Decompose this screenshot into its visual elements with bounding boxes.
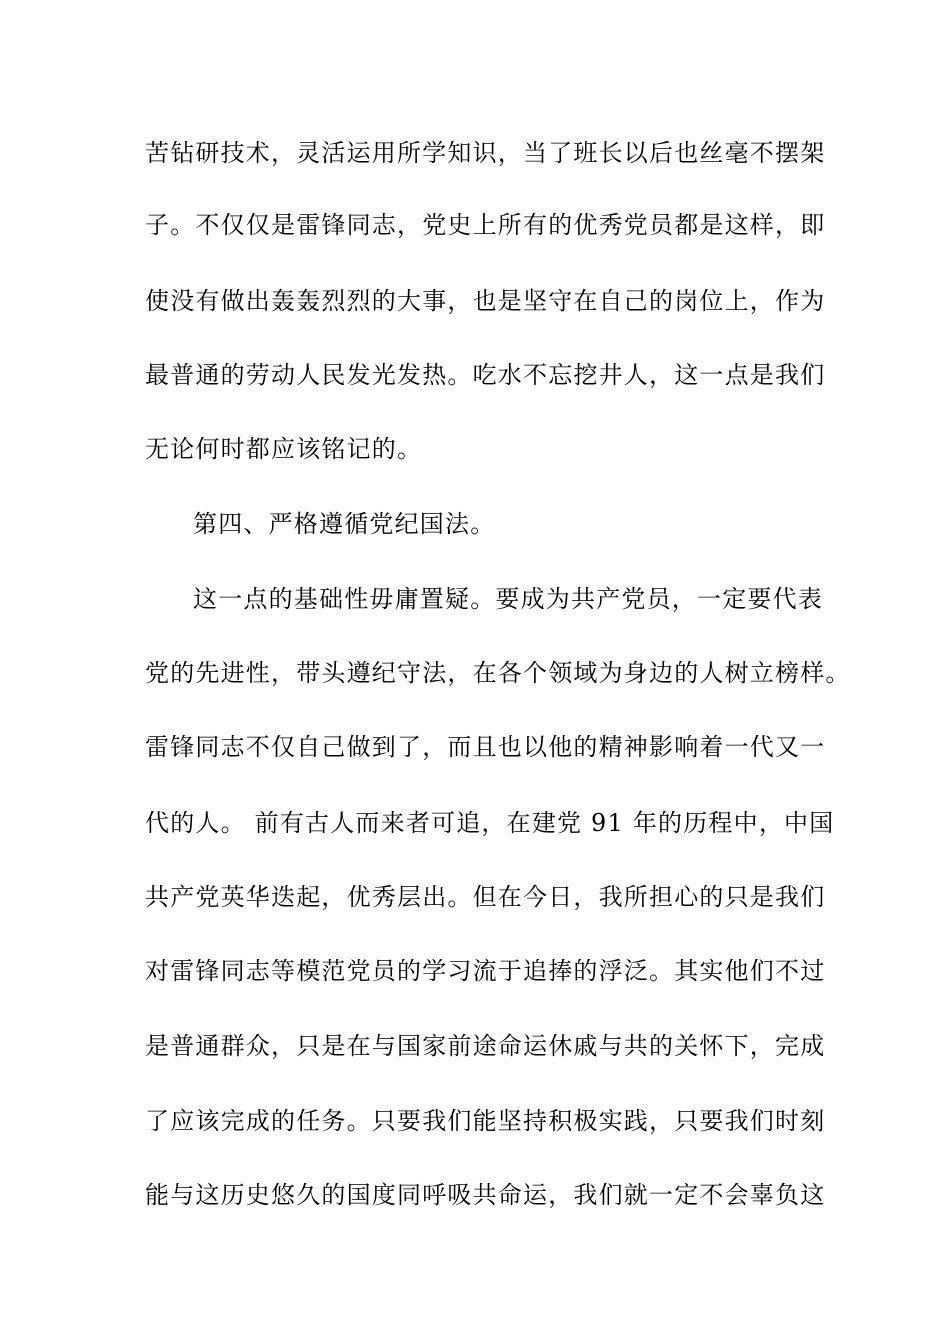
section-heading: 第四、严格遵循党纪国法。 [193,510,496,538]
text-line: 共产党英华迭起，优秀层出。但在今日，我所担心的只是我们 [145,883,826,911]
text-line: 最普通的劳动人民发光发热。吃水不忘挖井人，这一点是我们 [145,361,826,389]
text-line: 代的人。 前有古人而来者可追，在建党 91 年的历程中，中国 [145,809,835,837]
text-line: 使没有做出轰轰烈烈的大事，也是坚守在自己的岗位上，作为 [145,287,826,315]
text-line: 党的先进性，带头遵纪守法，在各个领域为身边的人树立榜样。 [145,659,851,687]
text-line: 是普通群众，只是在与国家前途命运休戚与共的关怀下，完成 [145,1032,826,1060]
text-line: 雷锋同志不仅自己做到了，而且也以他的精神影响着一代又一 [145,733,826,761]
text-line: 了应该完成的任务。只要我们能坚持积极实践，只要我们时刻 [145,1107,826,1135]
text-line: 能与这历史悠久的国度同呼吸共命运，我们就一定不会辜负这 [145,1181,826,1209]
paragraph-first-line: 这一点的基础性毋庸置疑。要成为共产党员，一定要代表 [193,585,823,613]
text-line: 子。不仅仅是雷锋同志，党史上所有的优秀党员都是这样，即 [145,211,826,239]
text-line: 对雷锋同志等模范党员的学习流于追捧的浮泛。其实他们不过 [145,957,826,985]
text-line: 无论何时都应该铭记的。 [145,435,423,463]
text-line: 苦钻研技术，灵活运用所学知识，当了班长以后也丝毫不摆架 [145,139,826,167]
